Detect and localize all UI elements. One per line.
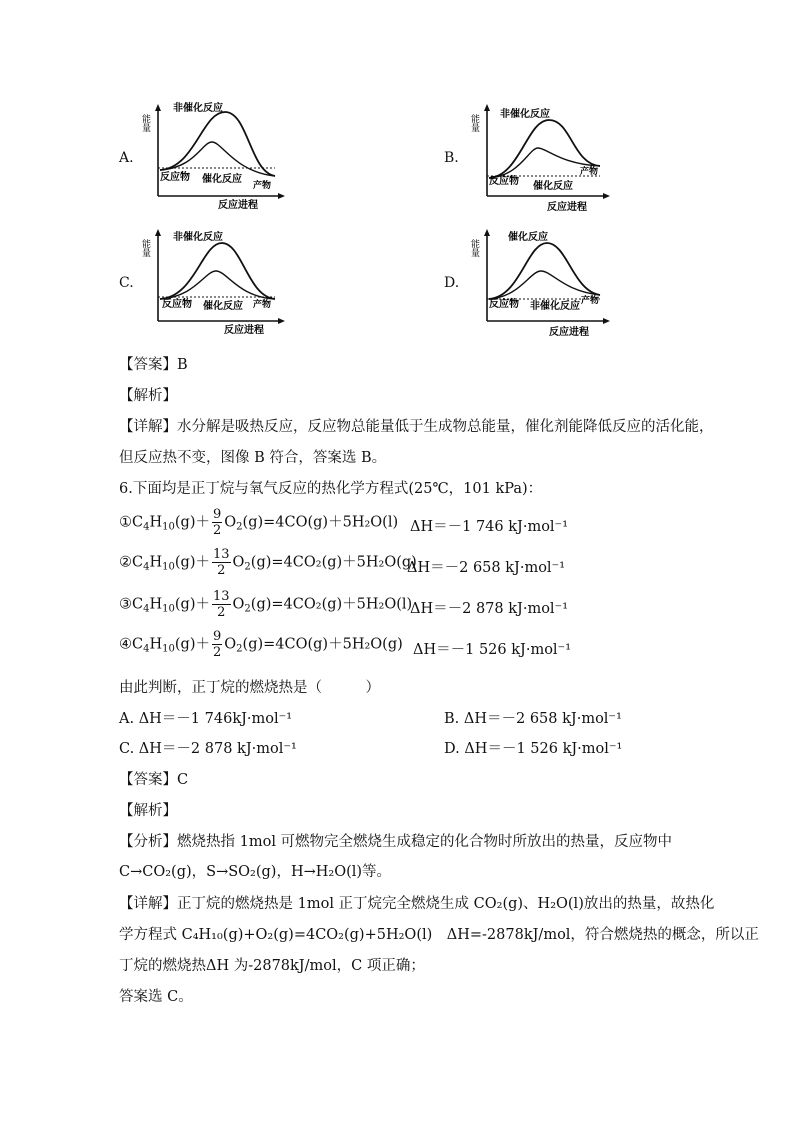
equation-1: $①C_4H_{10}(g)+$ $\frac{9}{2}$ $O_2(g)=4CO(g)+5H_2O(l)$: [119, 507, 399, 538]
q6-detail-line-3: 丁烷的燃烧热ΔH 为-2878kJ/mol，C 项正确；: [119, 958, 425, 974]
y-label: 能量: [140, 114, 150, 132]
equation-2-enthalpy: ΔH＝－2 658 kJ·mol⁻¹: [407, 560, 566, 576]
o2-coefficient: $\frac{13}{2}$: [212, 589, 230, 620]
q6-analysis-heading: 【解析】: [119, 803, 177, 819]
q6-option-a: A. ΔH＝－1 746kJ·mol⁻¹: [119, 711, 293, 727]
q5-answer: 【答案】B: [119, 357, 188, 373]
o2-coefficient: $\frac{9}{2}$: [212, 507, 222, 538]
q6-stem: 6.下面均是正丁烷与氧气反应的热化学方程式(25℃，101 kPa)：: [119, 481, 543, 497]
equation-number: ①: [119, 514, 132, 531]
q6-answer: 【答案】C: [119, 772, 189, 788]
x-label: 反应进程: [549, 327, 589, 338]
q5-analysis-heading: 【解析】: [119, 388, 177, 404]
peak-low-label: 非催化反应: [530, 301, 580, 312]
equation-products: =4CO(g)＋5H₂O(l): [263, 514, 399, 531]
x-label: 反应进程: [547, 202, 587, 213]
equation-number: ③: [119, 596, 132, 613]
x-label: 反应进程: [218, 200, 258, 211]
peak-high-label: 非催化反应: [173, 232, 223, 243]
equation-number: ④: [119, 636, 132, 653]
equation-products: =4CO(g)＋5H₂O(g): [263, 636, 403, 653]
y-label: 能量: [469, 114, 479, 132]
o2-coefficient: $\frac{13}{2}$: [212, 547, 230, 578]
q6-option-d: D. ΔH＝－1 526 kJ·mol⁻¹: [444, 741, 623, 757]
q6-option-c: C. ΔH＝－2 878 kJ·mol⁻¹: [119, 741, 297, 757]
q6-detail-line-1: 【详解】正丁烷的燃烧热是 1mol 正丁烷完全燃烧生成 CO₂(g)、H₂O(l)放出的热量，故热化: [119, 896, 715, 912]
q5-detail-line-1: 【详解】水分解是吸热反应，反应物总能量低于生成物总能量，催化剂能降低反应的活化能，: [119, 419, 714, 435]
q6-question: 由此判断，正丁烷的燃烧热是（ ）: [119, 680, 380, 696]
product-label: 产物: [253, 181, 272, 191]
reactant-label: 反应物: [489, 299, 519, 310]
equation-products: =4CO₂(g)＋5H₂O(g): [271, 554, 417, 571]
reactant-label: 反应物: [162, 299, 192, 310]
option-c-letter: C.: [119, 275, 134, 291]
product-label: 产物: [581, 296, 600, 306]
equation-number: ②: [119, 554, 132, 571]
option-d-letter: D.: [444, 275, 460, 291]
q6-fenxi-line-1: 【分析】燃烧热指 1mol 可燃物完全燃烧生成稳定的化合物时所放出的热量，反应物中: [119, 834, 673, 850]
equation-1-enthalpy: ΔH＝－1 746 kJ·mol⁻¹: [410, 519, 569, 535]
reactant-label: 反应物: [489, 176, 519, 187]
x-label: 反应进程: [224, 325, 264, 336]
peak-high-label: 非催化反应: [500, 109, 550, 120]
equation-2: $②C_4H_{10}(g)+$ $\frac{13}{2}$ $O_2(g)=4CO_2(g)+5H_2O(g)$: [119, 547, 417, 578]
q6-detail-line-2: 学方程式 C₄H₁₀(g)+O₂(g)=4CO₂(g)+5H₂O(l) ΔH=-2878kJ/mol，符合燃烧热的概念，所以正: [119, 927, 759, 943]
equation-4: $④C_4H_{10}(g)+$ $\frac{9}{2}$ $O_2(g)=4CO(g)+5H_2O(g)$: [119, 629, 403, 660]
option-a-letter: A.: [119, 150, 134, 166]
equation-3: $③C_4H_{10}(g)+$ $\frac{13}{2}$ $O_2(g)=4CO_2(g)+5H_2O(l)$: [119, 589, 413, 620]
option-b-letter: B.: [444, 150, 459, 166]
equation-4-enthalpy: ΔH＝－1 526 kJ·mol⁻¹: [413, 642, 572, 658]
peak-high-label: 催化反应: [508, 232, 548, 243]
y-label: 能量: [140, 239, 150, 257]
equation-3-enthalpy: ΔH＝－2 878 kJ·mol⁻¹: [410, 601, 569, 617]
equation-products: =4CO₂(g)＋5H₂O(l): [271, 596, 413, 613]
o2-coefficient: $\frac{9}{2}$: [212, 629, 222, 660]
peak-low-label: 催化反应: [202, 174, 242, 185]
reactant-label: 反应物: [160, 172, 190, 183]
energy-diagram-a: [140, 100, 290, 215]
peak-low-label: 催化反应: [533, 181, 573, 192]
product-label: 产物: [253, 300, 272, 310]
product-label: 产物: [580, 167, 599, 177]
peak-low-label: 催化反应: [203, 301, 243, 312]
q6-option-b: B. ΔH＝－2 658 kJ·mol⁻¹: [444, 711, 622, 727]
q6-fenxi-line-2: C→CO₂(g)，S→SO₂(g)，H→H₂O(l)等。: [119, 864, 392, 880]
energy-diagram-c: [140, 225, 290, 340]
y-label: 能量: [469, 239, 479, 257]
energy-diagram-b: [465, 100, 615, 215]
peak-high-label: 非催化反应: [173, 103, 223, 114]
q6-conclusion: 答案选 C。: [119, 989, 193, 1005]
q5-detail-line-2: 但反应热不变，图像 B 符合，答案选 B。: [119, 450, 387, 466]
energy-diagram-d: [465, 225, 615, 340]
